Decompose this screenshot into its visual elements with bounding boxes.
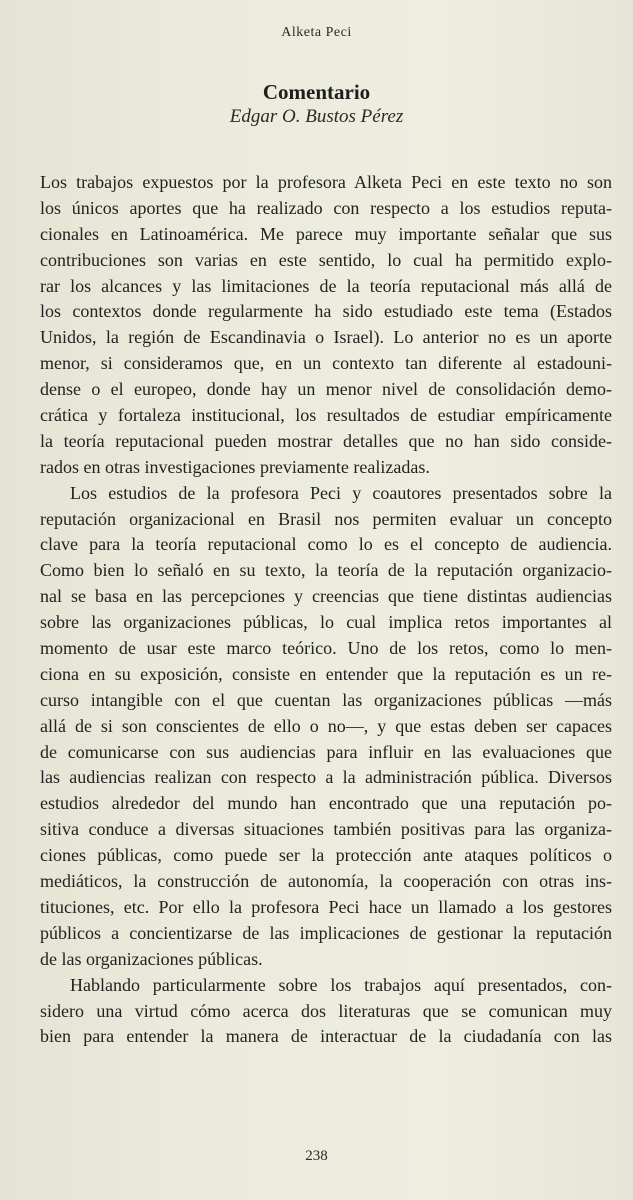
text-line: crática y fortaleza institucional, los resultados de estudiar empíricamente	[40, 405, 612, 426]
text-line: rar los alcances y las limitaciones de la teoría reputacional más allá de	[40, 275, 612, 296]
text-line: los únicos aportes que ha realizado con respecto a los estudios reputa-	[40, 197, 612, 218]
text-line: mediáticos, la construcción de autonomía, la cooperación con otras ins-	[40, 871, 612, 892]
text-line: los contextos donde regularmente ha sido estudiado este tema (Estados	[40, 301, 612, 322]
text-line: contribuciones son varias en este sentido, lo cual ha permitido explo-	[40, 249, 612, 270]
text-line: Los trabajos expuestos por la profesora Alketa Peci en este texto no son	[40, 172, 612, 192]
text-line: de las organizaciones públicas.	[40, 948, 263, 969]
text-line: Como bien lo señaló en su texto, la teoría de la reputación organizacio-	[40, 560, 612, 581]
text-line: bien para entender la manera de interactuar de la ciudadanía con las	[40, 1026, 612, 1047]
body-text	[40, 170, 612, 1050]
text-line: sitiva conduce a diversas situaciones también positivas para las organiza-	[40, 819, 612, 840]
text-line: públicos a concientizarse de las implicaciones de gestionar la reputación	[40, 922, 612, 943]
text-line: curso intangible con el que cuentan las organizaciones públicas —más	[40, 689, 612, 710]
text-line: momento de usar este marco teórico. Uno de los retos, como lo men-	[40, 638, 612, 659]
section-title: Comentario	[262, 80, 371, 104]
text-line: tituciones, etc. Por ello la profesora Peci hace un llamado a los gestores	[40, 896, 612, 917]
text-line: las audiencias realizan con respecto a la administración pública. Diversos	[40, 767, 612, 788]
text-line: sidero una virtud cómo acerca dos literaturas que se comunican muy	[40, 1000, 612, 1021]
text-line: Unidos, la región de Escandinavia o Israel). Lo anterior no es un aporte	[40, 327, 612, 348]
text-line: sobre las organizaciones públicas, lo cual implica retos importantes al	[40, 612, 612, 633]
text-line: nal se basa en las percepciones y creencias que tiene distintas audiencias	[40, 586, 612, 607]
text-line: dense o el europeo, donde hay un menor nivel de consolidación demo-	[40, 379, 612, 400]
text-line: Hablando particularmente sobre los trabajos aquí presentados, con-	[70, 974, 612, 995]
page-number: 238	[305, 1148, 328, 1164]
text-line: allá de si son conscientes de ello o no—, y que estas deben ser capaces	[40, 715, 612, 736]
text-line: de comunicarse con sus audiencias para influir en las evaluaciones que	[40, 741, 612, 762]
text-line: la teoría reputacional pueden mostrar detalles que no han sido conside-	[40, 430, 612, 451]
section-author: Edgar O. Bustos Pérez	[229, 106, 404, 127]
text-line: ciones públicas, como puede ser la protección ante ataques políticos o	[40, 845, 612, 866]
text-line: estudios alrededor del mundo han encontrado que una reputación po-	[40, 793, 612, 814]
text-line: menor, si consideramos que, en un contexto tan diferente al estadouni-	[40, 353, 612, 374]
text-line: reputación organizacional en Brasil nos permiten evaluar un concepto	[40, 508, 612, 529]
running-head: Alketa Peci	[281, 25, 352, 40]
text-line: rados en otras investigaciones previamente realizadas.	[40, 456, 430, 477]
text-line: ciona en su exposición, consiste en entender que la reputación es un re-	[40, 663, 612, 684]
text-line: Los estudios de la profesora Peci y coautores presentados sobre la	[70, 482, 612, 503]
text-line: cionales en Latinoamérica. Me parece muy importante señalar que sus	[40, 223, 612, 244]
text-line: clave para la teoría reputacional como lo es el concepto de audiencia.	[40, 534, 612, 555]
